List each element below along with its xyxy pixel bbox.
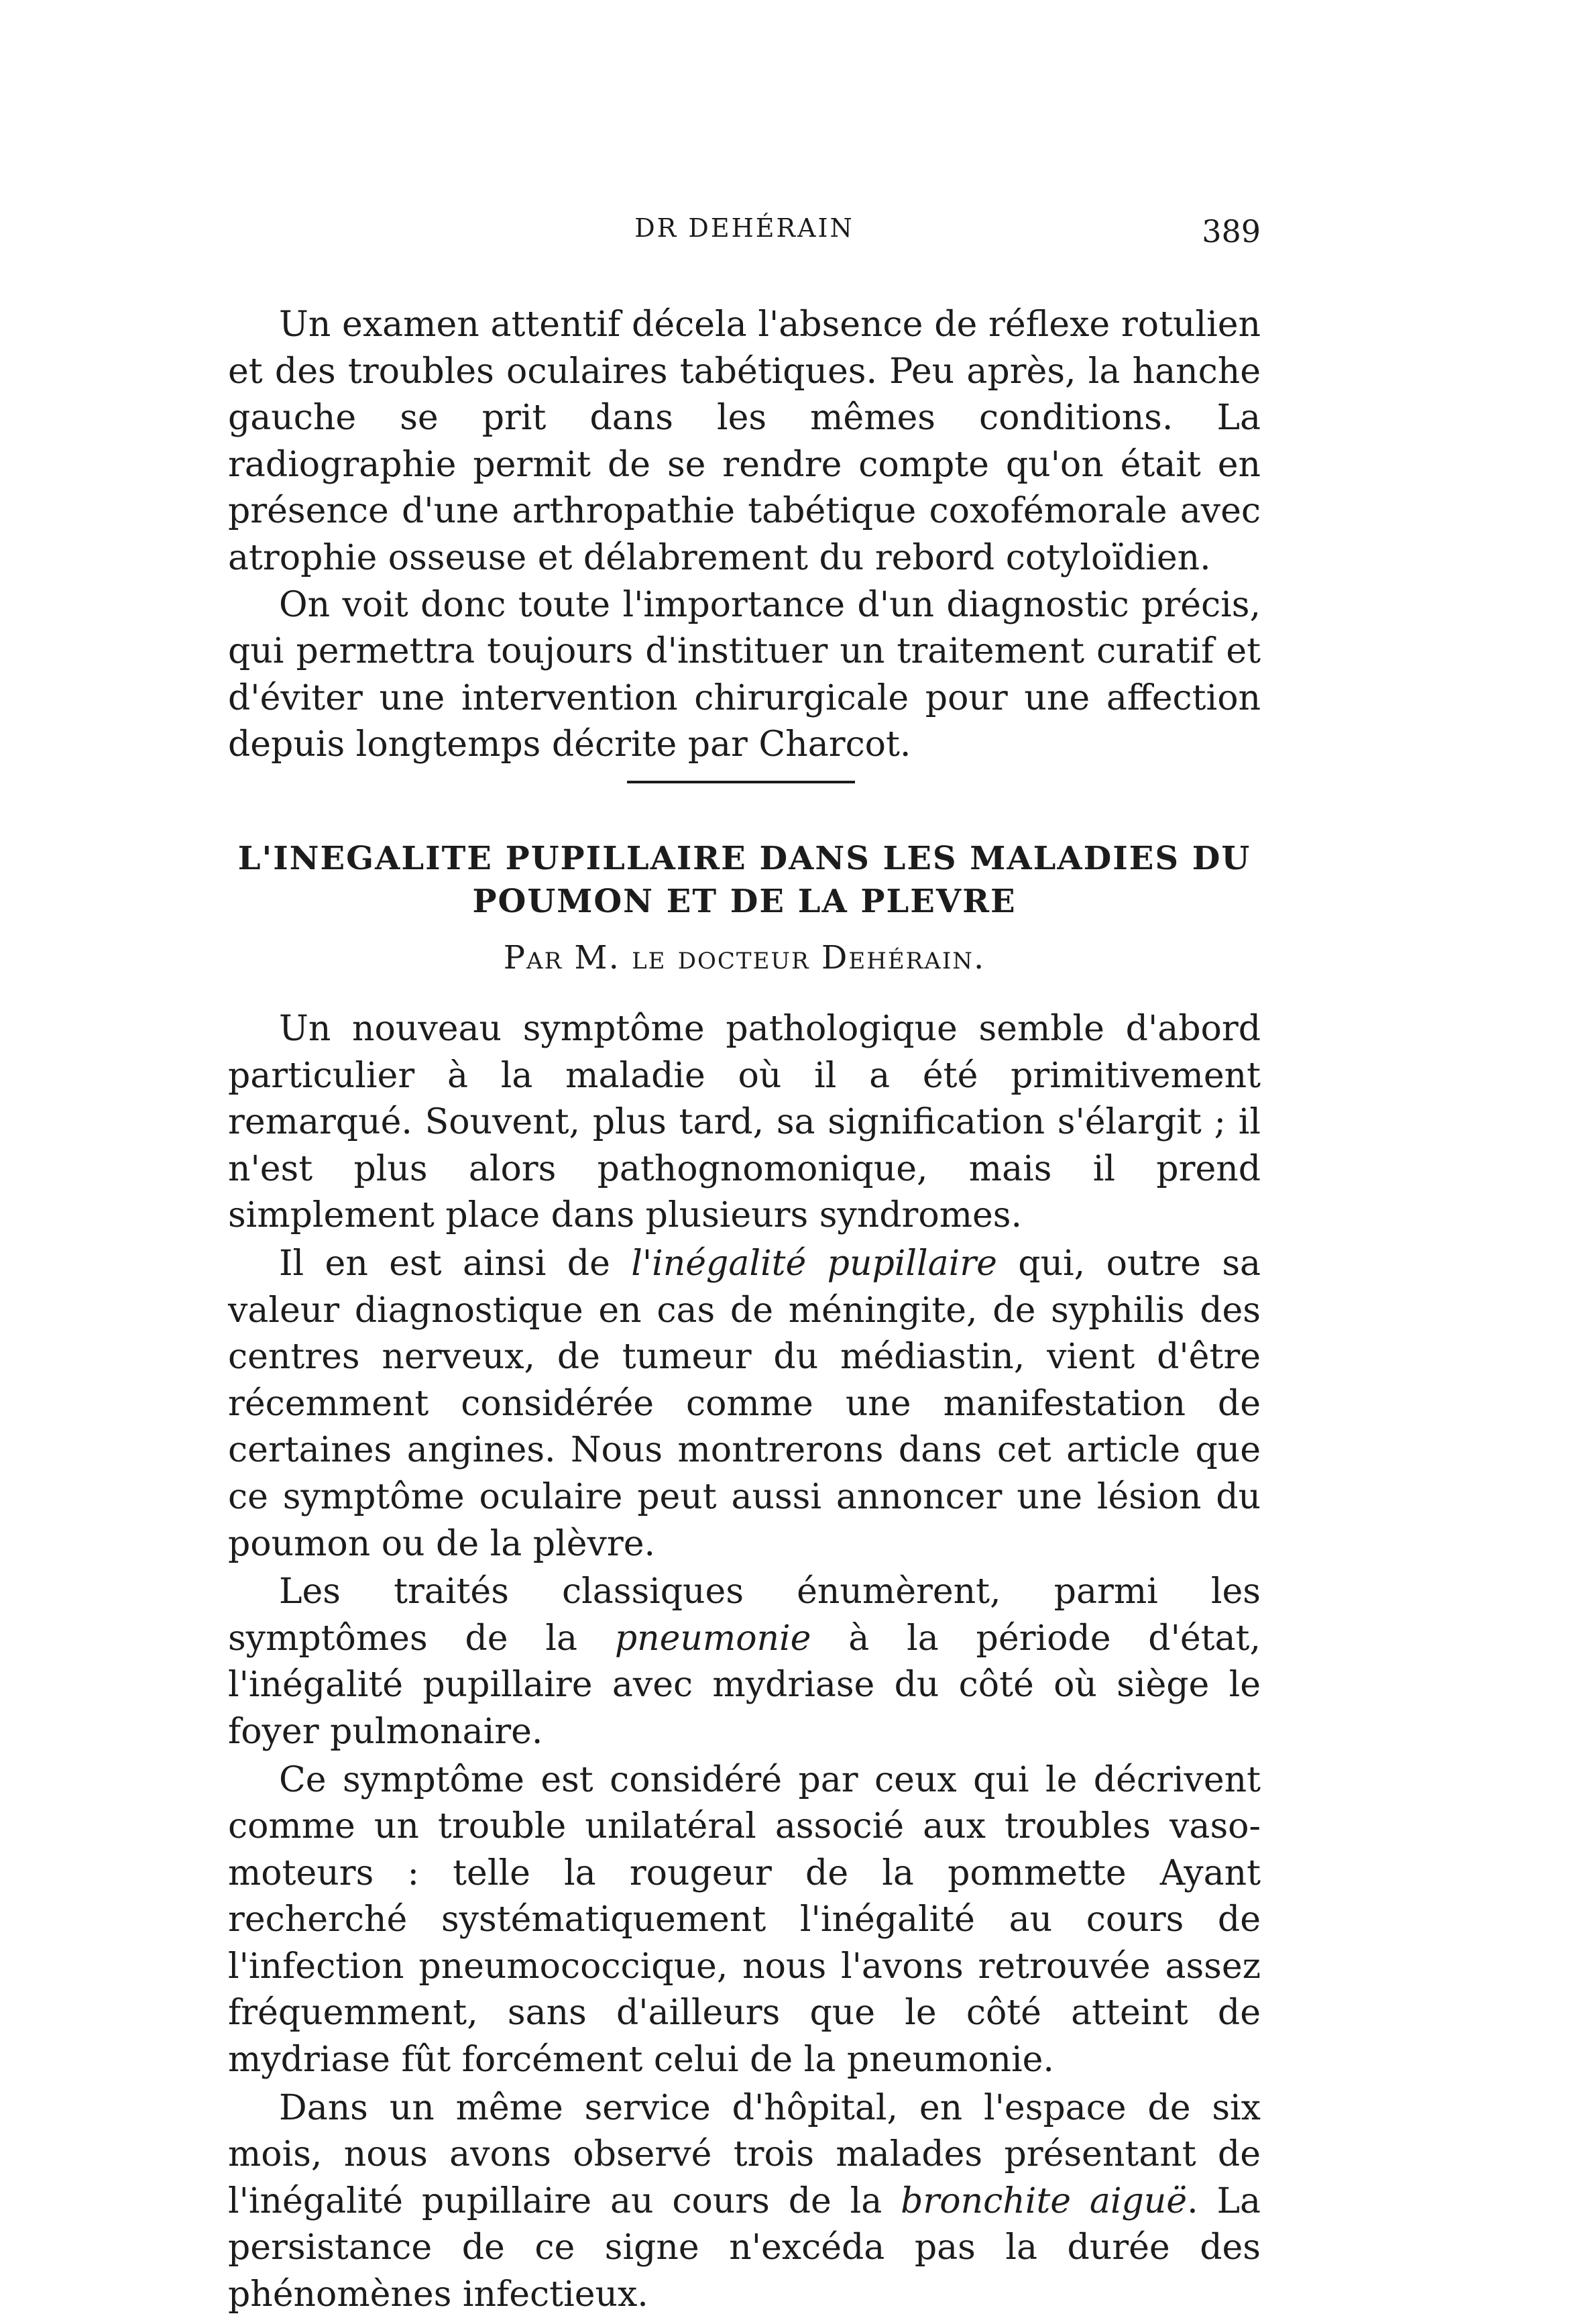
text-run: Les traités classiques énumèrent, parmi les symptômes de la [228, 1571, 1261, 1659]
article-body [228, 1006, 1261, 2320]
running-title: DR DEHÉRAIN [634, 213, 854, 243]
text-run: à la période d'état, l'inégalité pupillaire avec mydriase du côté où siège le foyer pulmonaire. [228, 1618, 1261, 1752]
author-byline: Par M. le docteur Dehérain. [503, 939, 986, 977]
article-title-line: L'INEGALITE PUPILLAIRE DANS LES MALADIES DU [237, 840, 1251, 877]
paragraph [228, 1569, 1261, 1755]
article-title [228, 837, 1261, 923]
paragraph: On voit donc toute l'importance d'un diagnostic précis, qui permettra toujours d'instituer un traitement curatif et d'éviter une intervention chirurgicale pour une affection depuis longtemps décrite par Charcot. [228, 584, 1261, 765]
text-run: Dans un même service d'hôpital, en l'espace de six mois, nous avons observé trois malades présentant de l'inégalité pupillaire au cours de la [228, 2087, 1261, 2221]
paragraph [228, 1241, 1261, 1567]
article-title-line: POUMON ET DE LA PLEVRE [472, 883, 1017, 920]
text-run: qui, outre sa valeur diagnostique en cas de méningite, de syphilis des centres nerveux, de tumeur du médiastin, vient d'être récemment considérée comme une manifestation de certaines angines. Nous montrerons dans cet article que ce symptôme oculaire peut aussi annoncer une lésion du poumon ou de la plèvre. [228, 1243, 1261, 1564]
previous-article-ending [228, 302, 1261, 769]
paragraph [228, 2085, 1261, 2319]
italic-term: pneumonie [614, 1618, 811, 1659]
text-run: Il en est ainsi de [279, 1243, 632, 1284]
page-number: 389 [1202, 213, 1261, 250]
running-head [228, 213, 1261, 254]
italic-term: bronchite aiguë [901, 2180, 1188, 2221]
section-divider [627, 781, 855, 783]
paragraph: Ce symptôme est considéré par ceux qui le décrivent comme un trouble unilatéral associé aux troubles vaso-moteurs : telle la rougeur de la pommette Ayant recherché systématiquement l'inégalité au cours de l'infection pneumococcique, nous l'avons retrouvée assez fréquemment, sans d'ailleurs que le côté atteint de mydriase fût forcément celui de la pneumonie. [228, 1759, 1261, 2081]
paragraph: Un examen attentif décela l'absence de réflexe rotulien et des troubles oculaires tabétiques. Peu après, la hanche gauche se prit dans les mêmes conditions. La radiographie permit de se rendre compte qu'on était en présence d'une arthropathie tabétique coxofémorale avec atrophie osseuse et délabrement du rebord cotyloïdien. [228, 305, 1261, 578]
italic-term: l'inégalité pupillaire [631, 1243, 997, 1284]
paragraph: Un nouveau symptôme pathologique semble d'abord particulier à la maladie où il a été primitivement remarqué. Souvent, plus tard, sa signification s'élargit ; il n'est plus alors pathognomonique, mais il prend simplement place dans plusieurs syndromes. [228, 1009, 1261, 1236]
text-run: . La persistance de ce signe n'excéda pas la durée des phénomènes infectieux. [228, 2180, 1261, 2315]
